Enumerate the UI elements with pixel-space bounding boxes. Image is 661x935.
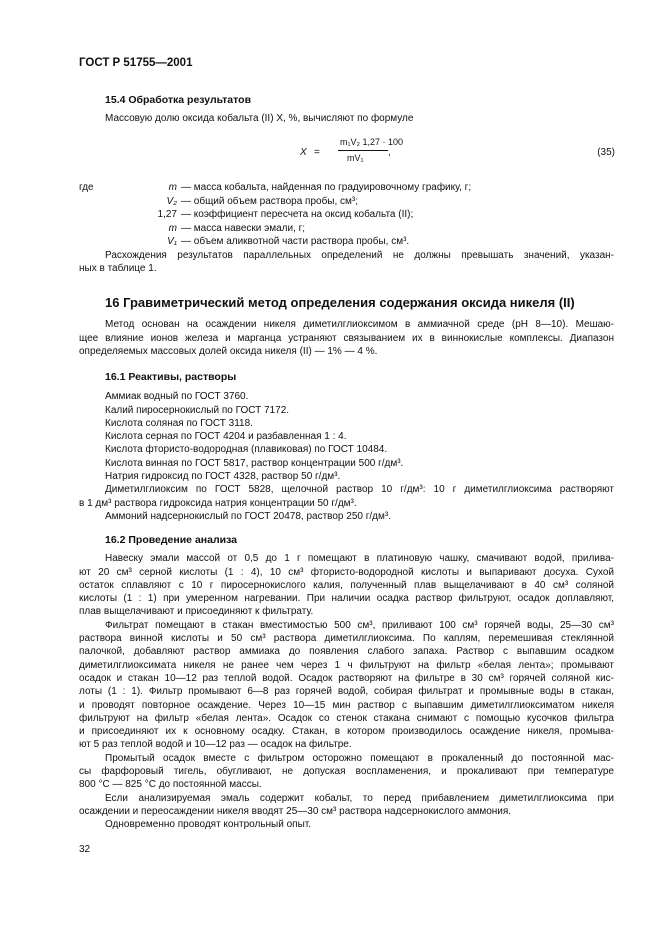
text-line: плав выщелачивают и присоединяют к фильтрату. <box>79 606 314 618</box>
definition-text: — масса кобальта, найденная по градуировочному графику, г; <box>181 182 472 193</box>
text-line: лоты (1 : 1). Фильтр промывают 6—8 раз горячей водой, собирая фильтрат и промывные воды в стакан, <box>79 686 614 698</box>
where-label: где <box>79 182 94 193</box>
formula-lhs: X <box>300 147 307 158</box>
text-line: Навеску эмали массой от 0,5 до 1 г помещают в платиновую чашку, смачивают водой, прилива- <box>105 553 614 565</box>
section-16-1-title: 16.1 Реактивы, растворы <box>105 371 237 383</box>
definition-line <box>79 181 614 195</box>
formula-definitions <box>79 181 614 276</box>
text-line: раствора винной кислоты и 50 см³ раствора диметилглиоксима. По каплям, перемешивая стеклянной <box>79 633 614 645</box>
text-line: фильтруют на фильтр «белая лента». Осадок со стенок стакана снимают с помощью кусочков фильтра <box>79 712 614 724</box>
section-16-2-title: 16.2 Проведение анализа <box>105 534 238 546</box>
text-line: Промытый осадок вместе с фильтром осторожно помещают в прокаленный до постоянной мас- <box>105 752 614 764</box>
formula-equals: = <box>314 147 320 158</box>
text-line: Если анализируемая эмаль содержит кобальт, то перед прибавлением диметилглиоксима при <box>105 792 614 804</box>
section-15-4 <box>79 94 614 126</box>
text-line: Фильтрат помещают в стакан вместимостью 500 см³, приливают 100 см³ горячей воды, 25—30 см³ <box>105 619 614 631</box>
text-line: кислоты (1 : 1) при умеренном нагревании. При наличии осадка раствор фильтруют, осадок доплавляют, <box>79 593 614 605</box>
reagent-item: Натрия гидроксид по ГОСТ 4328, раствор 50 г/дм³. <box>105 471 341 483</box>
definition-line <box>79 208 614 222</box>
definition-symbol: m <box>168 182 177 193</box>
paragraph-3 <box>79 752 614 792</box>
text-line: остаток сплавляют с 10 г пиросернокислого калия, полученный плав выщелачивают в 40 см³ соляной <box>79 579 614 591</box>
definition-line <box>79 235 614 249</box>
definition-text: — коэффициент пересчета на оксид кобальта (II); <box>181 209 414 220</box>
formula-denominator: mV₁ <box>347 153 364 163</box>
reagent-item-continued: в 1 дм³ раствора гидроксида натрия концентрации 50 г/дм³. <box>79 497 357 509</box>
reagent-item: Аммиак водный по ГОСТ 3760. <box>105 391 249 403</box>
text-line: ют 5 раз теплой водой и 10—12 раз — осадок на фильтре. <box>79 739 352 751</box>
definition-line <box>79 195 614 209</box>
text-line: ют 20 см³ серной кислоты (1 : 4), 10 см³ фтористо-водородной кислоты и выпаривают досуха. Сухой <box>79 566 614 578</box>
section-16-text-line: Метод основан на осаждении никеля диметилглиоксимом в аммиачной среде (pH 8—10). Мешаю- <box>105 319 614 331</box>
formula-comma: , <box>388 147 391 158</box>
discrepancy-line-2: ных в таблице 1. <box>79 263 157 274</box>
definition-text: — общий объем раствора пробы, см³; <box>181 195 359 207</box>
formula-numerator: m₁V₂ 1,27 · 100 <box>340 137 404 147</box>
text-line: осадок и стакан 10—12 раз теплой водой. Осадок растворяют на фильтре в 30 см³ горячей соляной кис- <box>79 672 614 684</box>
paragraph-2 <box>79 619 614 752</box>
section-16-1 <box>79 371 614 523</box>
formula-number: (35) <box>597 147 615 158</box>
paragraph-4 <box>79 792 614 819</box>
section-15-4-intro: Массовую долю оксида кобальта (II) X, %, вычисляют по формуле <box>105 113 414 125</box>
definition-text: — объем аликвотной части раствора пробы, см³. <box>181 236 410 247</box>
reagent-item: Диметилглиоксим по ГОСТ 5828, щелочной раствор 10 г/дм³: 10 г диметилглиоксима растворяют <box>105 484 614 496</box>
text-line: 800 °С — 825 °С до постоянной массы. <box>79 779 262 791</box>
text-line: и присоединяют их к основному осадку. Стакан, в котором производилось осаждение никеля, промыва- <box>79 726 614 738</box>
paragraph-5: Одновременно проводят контрольный опыт. <box>105 819 312 831</box>
formula-fraction-bar <box>338 150 388 151</box>
text-line: осаждении и переосаждении никеля вводят 25—30 см³ раствора надсернокислого аммония. <box>79 805 512 817</box>
reagent-item: Аммоний надсернокислый по ГОСТ 20478, раствор 250 г/дм³. <box>105 510 391 522</box>
definition-symbol: V₂ <box>166 195 177 207</box>
reagent-item: Кислота серная по ГОСТ 4204 и разбавленная 1 : 4. <box>105 431 347 443</box>
definition-text: — масса навески эмали, г; <box>181 222 306 234</box>
reagent-item: Кислота винная по ГОСТ 5817, раствор концентрации 500 г/дм³. <box>105 457 404 469</box>
definition-symbol: m <box>168 222 177 234</box>
section-15-4-title: 15.4 Обработка результатов <box>105 94 252 106</box>
definition-symbol: V₁ <box>167 236 177 247</box>
text-line: и проводят повторное осаждение. Через 10—15 мин раствор с выпавшим диметилглиоксиматом никеля <box>79 699 614 711</box>
definition-line <box>79 222 614 236</box>
section-16-text-line: щее влияние ионов железа и марганца устраняют связыванием их в виннокислые комплексы. Диапазон <box>79 332 614 344</box>
document-code-header: ГОСТ Р 51755—2001 <box>79 57 193 69</box>
reagent-item: Кислота фтористо-водородная (плавиковая) по ГОСТ 10484. <box>105 444 388 456</box>
text-line: диметилглиоксимата никеля не ранее чем через 1 ч фильтруют на фильтр «белая лента»; промывают <box>79 659 614 671</box>
formula-35 <box>300 137 615 171</box>
page-number: 32 <box>79 844 91 855</box>
paragraph-1 <box>79 552 614 618</box>
discrepancy-line-1: Расхождения результатов параллельных определений не должны превышать значений, указан- <box>105 249 614 261</box>
text-line: палочкой, добавляют раствор аммиака до появления слабого запаха. Раствор с выпавшим осадком <box>79 646 614 658</box>
section-16-2 <box>79 534 614 832</box>
reagent-item: Калий пиросернокислый по ГОСТ 7172. <box>105 404 290 416</box>
section-16-title: 16 Гравиметрический метод определения содержания оксида никеля (II) <box>105 295 575 310</box>
section-16 <box>79 296 614 358</box>
section-16-text-line: определяемых массовых долей оксида никеля (II) — 1% — 4 %. <box>79 345 378 357</box>
reagent-item: Кислота соляная по ГОСТ 3118. <box>105 417 253 429</box>
definition-symbol: 1,27 <box>157 209 177 220</box>
text-line: сы фарфоровый тигель, обугливают, не допуская воспламенения, и прокаливают при температуре <box>79 766 614 778</box>
